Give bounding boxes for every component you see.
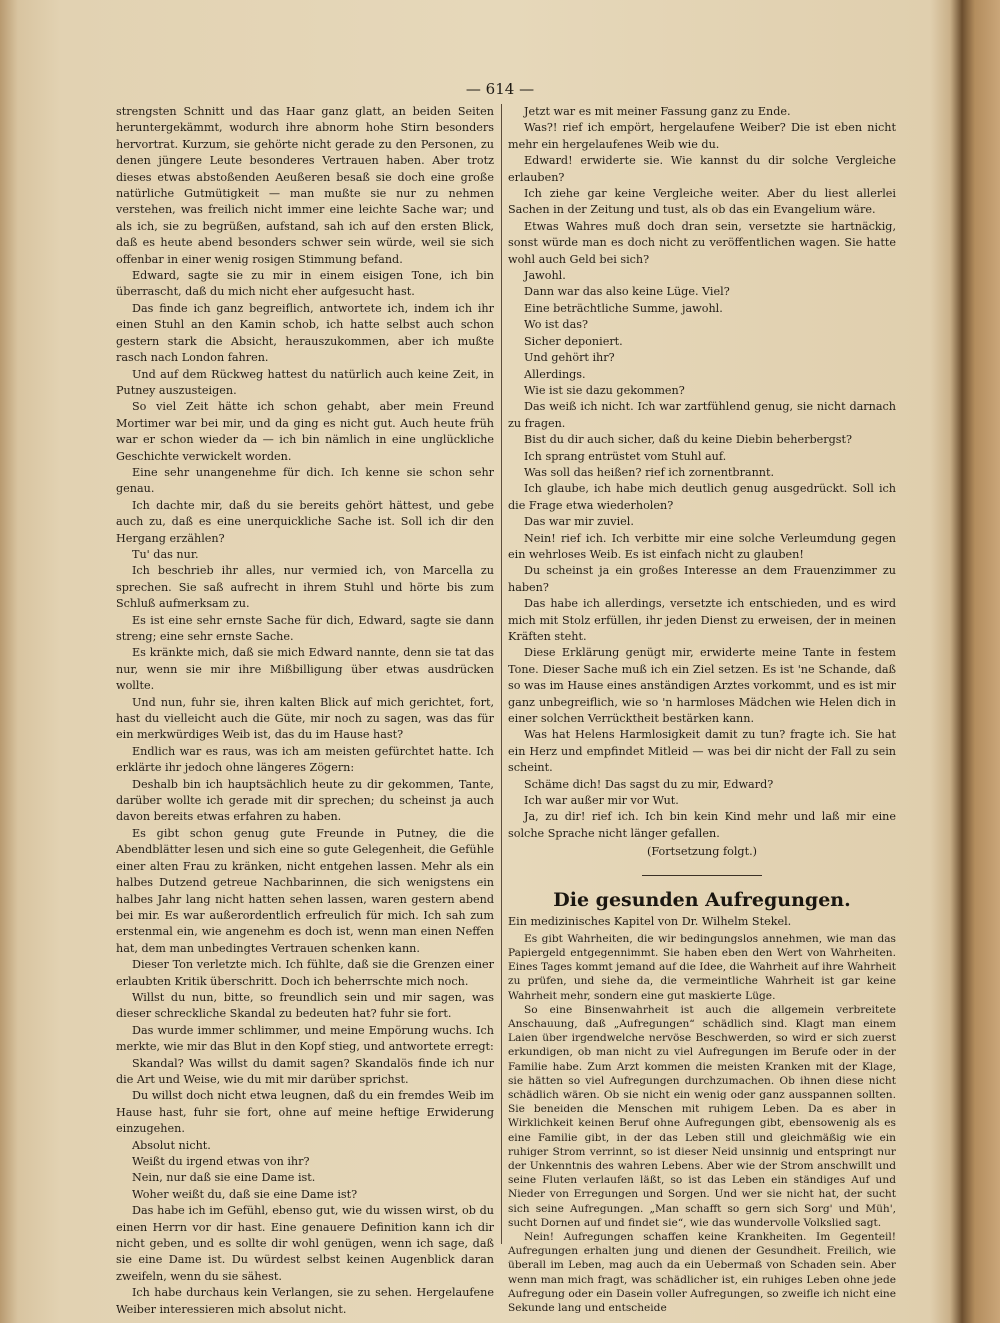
paragraph: So eine Binsenwahrheit ist auch die allgemein verbreitete Anschauung, daß „Aufregungen“ schädlich sind. Klagt man einem Laien über irgendwelche nervöse Beschwerden, so wird er sich zuerst erkundigen, ob man nicht zu viel Aufregungen im Berufe oder in der Familie habe. Zum Arzt kommen die meisten Kranken mit der Klage, sie hätten so viel Aufregungen durchzumachen. Ob ihnen diese nicht schädlich wären. Ob sie nicht ein wenig oder ganz ausspannen sollten. Sie beneiden die Menschen mit ruhigem Leben. Da es aber in Wirklichkeit keinen Beruf ohne Aufregungen gibt, ebensowenig als es eine Familie gibt, in der das Leben still und gleichmäßig wie ein ruhiger Strom verrinnt, so ist dieser Neid unsinnig und entspringt nur der Unkenntnis des wahren Lebens. Aber wie der Strom anschwillt und seine Fluten verlaufen läßt, so ist das Leben ein ständiges Auf und Nieder von Erregungen und Sorgen. Und wer sie nicht hat, der sucht sich seine Aufregungen. „Man schafft so gern sich Sorg' und Müh', sucht Dornen auf und findet sie“, wie das wundervolle Volkslied sagt. bbox=[508, 1003, 896, 1229]
paragraph: Willst du nun, bitte, so freundlich sein und mir sagen, was dieser schreckliche Skandal zu bedeuten hat? fuhr sie fort. bbox=[116, 990, 494, 1021]
paragraph: Ich glaube, ich habe mich deutlich genug ausgedrückt. Soll ich die Frage etwa wiederholen? bbox=[508, 482, 896, 512]
paragraph: Ich ziehe gar keine Vergleiche weiter. Aber du liest allerlei Sachen in der Zeitung und tust, als ob das ein Evangelium wäre. bbox=[508, 187, 896, 217]
paragraph: Jawohl. bbox=[524, 269, 566, 283]
paragraph: Etwas Wahres muß doch dran sein, versetzte sie hartnäckig, sonst würde man es doch nicht zu veröffentlichen wagen. Sie hatte wohl auch Geld bei sich? bbox=[508, 219, 896, 266]
paragraph: Sicher deponiert. bbox=[524, 334, 623, 348]
paragraph: Endlich war es raus, was ich am meisten gefürchtet hatte. Ich erklärte ihr jedoch ohne längeres Zögern: bbox=[116, 744, 494, 775]
paragraph: Ja, zu dir! rief ich. Ich bin kein Kind mehr und laß mir eine solche Sprache nicht länger gefallen. bbox=[508, 810, 896, 840]
paragraph: Absolut nicht. bbox=[132, 1138, 211, 1152]
paragraph: Du scheinst ja ein großes Interesse an dem Frauenzimmer zu haben? bbox=[508, 564, 896, 594]
paragraph: Ich beschrieb ihr alles, nur vermied ich, von Marcella zu sprechen. Sie saß aufrecht in ihrem Stuhl und hörte bis zum Schluß aufmerksam zu. bbox=[116, 564, 494, 611]
paragraph: Wie ist sie dazu gekommen? bbox=[524, 383, 685, 397]
paragraph: Nein, nur daß sie eine Dame ist. bbox=[132, 1171, 316, 1185]
paragraph: Dann war das also keine Lüge. Viel? bbox=[524, 285, 730, 299]
article-subtitle: Ein medizinisches Kapitel von Dr. Wilhelm Stekel. bbox=[508, 914, 792, 928]
paragraph: Ich habe durchaus kein Verlangen, sie zu sehen. Hergelaufene Weiber interessieren mich absolut nicht. bbox=[116, 1286, 494, 1316]
paragraph: Ich war außer mir vor Wut. bbox=[524, 794, 679, 808]
paragraph: Allerdings. bbox=[524, 367, 586, 381]
paragraph: Was?! rief ich empört, hergelaufene Weiber? Die ist eben nicht mehr ein hergelaufenes Weib wie du. bbox=[508, 121, 896, 151]
paragraph: Eine sehr unangenehme für dich. Ich kenne sie schon sehr genau. bbox=[116, 465, 494, 496]
article-title: Die gesunden Aufregungen. bbox=[553, 888, 851, 911]
article-body bbox=[508, 932, 896, 1315]
paragraph: Und gehört ihr? bbox=[524, 351, 615, 365]
paragraph: Schäme dich! Das sagst du zu mir, Edward? bbox=[524, 777, 774, 791]
paragraph: Es gibt schon genug gute Freunde in Putney, die die Abendblätter lesen und sich eine so gute Gelegenheit, die Gefühle einer alten Frau zu kränken, nicht entgehen lassen. Mehr als ein halbes Dutzend getreue Nachbarinnen, die sich wenigstens ein halbes Jahr lang nicht hatten sehen lassen, waren gestern abend bei mir. Es war außerordentlich erfreulich für mich. Ich sah zum erstenmal ein, wie angenehm es doch ist, wenn man einen Neffen hat, dem man unbedingtes Vertrauen schenken kann. bbox=[116, 826, 494, 955]
section-rule bbox=[642, 875, 762, 876]
paragraph: Jetzt war es mit meiner Fassung ganz zu Ende. bbox=[524, 105, 791, 118]
paragraph: Das weiß ich nicht. Ich war zartfühlend genug, sie nicht darnach zu fragen. bbox=[508, 400, 896, 430]
paragraph: Was soll das heißen? rief ich zornentbrannt. bbox=[524, 465, 775, 479]
paragraph: Das wurde immer schlimmer, und meine Empörung wuchs. Ich merkte, wie mir das Blut in den Kopf stieg, und antwortete erregt: bbox=[116, 1023, 494, 1054]
paragraph: Was hat Helens Harmlosigkeit damit zu tun? fragte ich. Sie hat ein Herz und empfindet Mitleid — was bei dir nicht der Fall zu sein scheint. bbox=[508, 728, 896, 775]
paragraph: Skandal? Was willst du damit sagen? Skandalös finde ich nur die Art und Weise, wie du mit mir darüber sprichst. bbox=[116, 1056, 494, 1086]
paragraph: Das finde ich ganz begreiflich, antwortete ich, indem ich ihr einen Stuhl an den Kamin schob, ich hatte selbst auch schon gestern stark die Absicht, herauszukommen, aber ich mußte rasch nach London fahren. bbox=[116, 301, 494, 365]
page-number: — 614 — bbox=[465, 80, 535, 98]
paragraph: Nein! Aufregungen schaffen keine Krankheiten. Im Gegenteil! Aufregungen erhalten jung und dienen der Gesundheit. Freilich, wie überall im Leben, mag auch da ein Uebermaß von Schaden sein. Aber wenn man mich fragt, was schädlicher ist, ein ruhiges Leben ohne jede Aufregung oder ein Dasein voller Aufregungen, so zweifle ich nicht eine Sekunde lang und entscheide bbox=[508, 1230, 896, 1314]
paragraph: strengsten Schnitt und das Haar ganz glatt, an beiden Seiten heruntergekämmt, wodurch ihre abnorm hohe Stirn besonders hervortrat. Kurzum, sie gehörte nicht gerade zu den Personen, zu denen jüngere Leute besonderes Vertrauen haben. Aber trotz dieses etwas abstoßenden Aeußeren besaß sie doch eine große natürliche Gutmütigkeit — man mußte sie nur zu nehmen verstehen, was freilich nicht immer eine leichte Sache war; und als ich, sie zu begrüßen, aufstand, sah ich auf den ersten Blick, daß es heute abend besonders schwer sein würde, weil sie sich offenbar in einer wenig rosigen Stimmung befand. bbox=[116, 105, 494, 266]
paragraph: Bist du dir auch sicher, daß du keine Diebin beherbergst? bbox=[524, 433, 852, 447]
paragraph: Und nun, fuhr sie, ihren kalten Blick auf mich gerichtet, fort, hast du vielleicht auch die Güte, mir noch zu sagen, was das für ein merkwürdiges Weib ist, das du im Hause hast? bbox=[116, 695, 494, 742]
paragraph: Tu' das nur. bbox=[132, 547, 199, 561]
paragraph: Du willst doch nicht etwa leugnen, daß du ein fremdes Weib im Hause hast, fuhr sie fort, ohne auf meine heftige Erwiderung einzugehen. bbox=[116, 1089, 494, 1136]
right-column bbox=[508, 104, 896, 1315]
paragraph: Edward, sagte sie zu mir in einem eisigen Tone, ich bin überrascht, daß du mich nicht eher aufgesucht hast. bbox=[116, 269, 494, 299]
paragraph: Ich dachte mir, daß du sie bereits gehört hättest, und gebe auch zu, daß es eine unerquickliche Sache ist. Soll ich dir den Hergang erzählen? bbox=[116, 498, 494, 545]
paragraph: Das war mir zuviel. bbox=[524, 515, 634, 529]
paragraph: Und auf dem Rückweg hattest du natürlich auch keine Zeit, in Putney auszusteigen. bbox=[116, 367, 494, 397]
left-column bbox=[116, 104, 494, 1318]
paragraph: Deshalb bin ich hauptsächlich heute zu dir gekommen, Tante, darüber wollte ich gerade mit dir sprechen; du scheinst ja auch davon bereits etwas erfahren zu haben. bbox=[116, 777, 494, 824]
paragraph: Dieser Ton verletzte mich. Ich fühlte, daß sie die Grenzen einer erlaubten Kritik überschritt. Doch ich beherrschte mich noch. bbox=[116, 958, 494, 988]
paragraph: So viel Zeit hätte ich schon gehabt, aber mein Freund Mortimer war bei mir, und da ging es nicht gut. Auch heute früh war er schon wieder da — ich bin nämlich in eine unglückliche Geschichte verwickelt worden. bbox=[116, 400, 494, 463]
paragraph: Edward! erwiderte sie. Wie kannst du dir solche Vergleiche erlauben? bbox=[508, 154, 896, 184]
paragraph: Ich sprang entrüstet vom Stuhl auf. bbox=[524, 449, 727, 463]
paragraph: Das habe ich allerdings, versetzte ich entschieden, und es wird mich mit Stolz erfüllen, ihr jeden Dienst zu erweisen, der in meinen Kräften steht. bbox=[508, 597, 896, 643]
paragraph: Woher weißt du, daß sie eine Dame ist? bbox=[132, 1187, 358, 1201]
column-divider bbox=[501, 104, 502, 1244]
paragraph: Es kränkte mich, daß sie mich Edward nannte, denn sie tat das nur, wenn sie mir ihre Mißbilligung über etwas ausdrücken wollte. bbox=[116, 646, 494, 693]
paragraph: Es ist eine sehr ernste Sache für dich, Edward, sagte sie dann streng; eine sehr ernste Sache. bbox=[116, 613, 494, 643]
story-continuation bbox=[508, 104, 896, 842]
paragraph: Diese Erklärung genügt mir, erwiderte meine Tante in festem Tone. Dieser Sache muß ich ein Ziel setzen. Es ist 'ne Schande, daß so was im Hause eines anständigen Arztes vorkommt, und es ist mir ganz unbegreiflich, wie so 'n harmloses Mädchen wie Helen dich in einer solchen Verrücktheit bestärken kann. bbox=[508, 646, 896, 726]
paragraph: Wo ist das? bbox=[524, 318, 588, 332]
paragraph: Eine beträchtliche Summe, jawohl. bbox=[524, 301, 723, 315]
paragraph: Es gibt Wahrheiten, die wir bedingungslos annehmen, wie man das Papiergeld entgegennimmt. Sie haben eben den Wert von Wahrheiten. Eines Tages kommt jemand auf die Idee, die Wahrheit auf ihre Wahrheit zu prüfen, und siehe da, die vermeintliche Wahrheit ist gar keine Wahrheit mehr, sondern eine gut maskierte Lüge. bbox=[508, 932, 896, 1002]
paragraph: Weißt du irgend etwas von ihr? bbox=[132, 1155, 310, 1168]
continued-note: (Fortsetzung folgt.) bbox=[646, 845, 757, 859]
paragraph: Das habe ich im Gefühl, ebenso gut, wie du wissen wirst, ob du einen Herrn vor dir hast. Eine genauere Definition kann ich dir nicht geben, und es sollte dir wohl genügen, wenn ich sage, daß sie eine Dame ist. Du würdest selbst keinen Augenblick daran zweifeln, wenn du sie sähest. bbox=[116, 1204, 494, 1283]
paragraph: Nein! rief ich. Ich verbitte mir eine solche Verleumdung gegen ein wehrloses Weib. Es ist einfach nicht zu glauben! bbox=[508, 531, 896, 561]
